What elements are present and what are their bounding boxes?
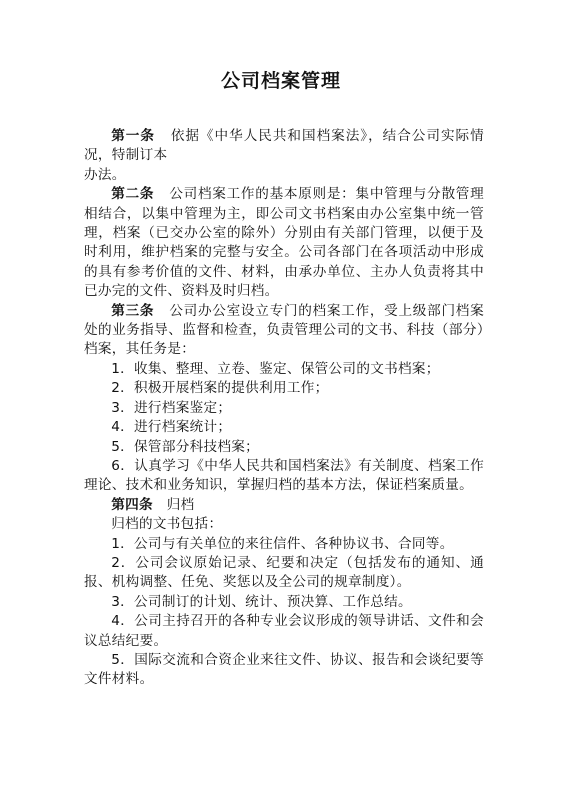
document-title: 公司档案管理 [220,70,341,92]
article-4-item: 1．公司与有关单位的来往信件、各种协议书、合同等。 [111,535,454,552]
document-body [84,127,484,690]
article-4-item: 3．公司制订的计划、统计、预决算、工作总结。 [111,593,412,610]
article-2-text: 公司档案工作的基本原则是：集中管理与分散管理相结合，以集中管理为主，即公司文书档案由办公室集中统一管理，档案（已交办公室的除外）分别由有关部门管理，以便于及时利用，维护档案的完整与安全。公司各部门在各项活动中形成的具有参考价值的文件、材料，由承办单位、主办人负责将其中已办完的文件、资料及时归档。 [84,186,484,300]
article-4-heading-text: 归档 [166,496,195,513]
article-1 [84,127,484,166]
article-1-continuation: 办法。 [84,166,126,183]
article-4-item: 4．公司主持召开的各种专业会议形成的领导讲话、文件和会议总结纪要。 [84,613,484,649]
article-4-label: 第四条 [111,496,153,513]
article-4-heading [84,496,484,515]
article-3-item: 3．进行档案鉴定； [111,399,232,416]
article-1-label: 第一条 [111,128,155,144]
article-3-label: 第三条 [111,302,155,319]
article-4-intro: 归档的文书包括： [111,516,223,533]
article-1-text: 依据《中华人民共和国档案法》，结合公司实际情况，特制订本 [84,128,484,164]
article-3 [84,302,484,360]
article-2 [84,185,484,301]
article-3-item: 1．收集、整理、立卷、鉴定、保管公司的文书档案； [111,360,440,377]
article-4-item: 5．国际交流和合资企业来往文件、协议、报告和会谈纪要等文件材料。 [84,651,484,688]
article-2-label: 第二条 [111,186,155,203]
article-3-item: 5．保管部分科技档案； [111,438,260,455]
article-3-text: 公司办公室设立专门的档案工作，受上级部门档案处的业务指导、监督和检查，负责管理公司的文书、科技（部分）档案，其任务是： [84,302,484,358]
article-4-item: 2．公司会议原始记录、纪要和决定（包括发布的通知、通报、机构调整、任免、奖惩以及全公司的规章制度）。 [84,554,484,591]
article-3-item: 6．认真学习《中华人民共和国档案法》有关制度、档案工作理论、技术和业务知识，掌握归档的基本方法，保证档案质量。 [84,457,484,494]
article-3-item: 4．进行档案统计； [111,419,232,436]
article-3-item: 2．积极开展档案的提供利用工作； [111,380,329,397]
